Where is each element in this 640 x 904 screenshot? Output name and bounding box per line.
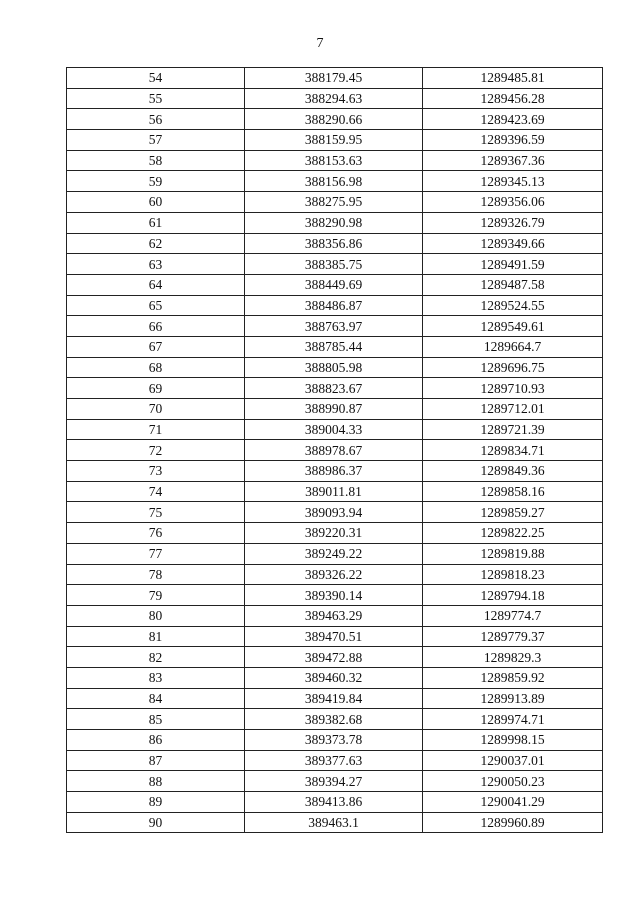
x-coordinate-cell: 389220.31 [245,523,423,544]
y-coordinate-cell: 1289345.13 [423,171,603,192]
x-coordinate-cell: 388385.75 [245,254,423,275]
table-row [67,419,603,440]
y-coordinate-cell: 1289485.81 [423,68,603,89]
y-coordinate-cell: 1289794.18 [423,585,603,606]
y-coordinate-cell: 1289829.3 [423,647,603,668]
x-coordinate-cell: 388290.66 [245,109,423,130]
table-row [67,750,603,771]
point-number-cell: 58 [67,150,245,171]
y-coordinate-cell: 1289779.37 [423,626,603,647]
x-coordinate-cell: 388763.97 [245,316,423,337]
table-row [67,316,603,337]
y-coordinate-cell: 1289822.25 [423,523,603,544]
y-coordinate-cell: 1289859.27 [423,502,603,523]
point-number-cell: 60 [67,192,245,213]
x-coordinate-cell: 389470.51 [245,626,423,647]
point-number-cell: 82 [67,647,245,668]
point-number-cell: 54 [67,68,245,89]
point-number-cell: 77 [67,543,245,564]
point-number-cell: 71 [67,419,245,440]
table-row [67,171,603,192]
table-row [67,564,603,585]
table-row [67,461,603,482]
y-coordinate-cell: 1289819.88 [423,543,603,564]
point-number-cell: 70 [67,399,245,420]
x-coordinate-cell: 389004.33 [245,419,423,440]
x-coordinate-cell: 388990.87 [245,399,423,420]
x-coordinate-cell: 388179.45 [245,68,423,89]
table-row [67,626,603,647]
y-coordinate-cell: 1289858.16 [423,481,603,502]
x-coordinate-cell: 388978.67 [245,440,423,461]
table-row [67,192,603,213]
y-coordinate-cell: 1289367.36 [423,150,603,171]
x-coordinate-cell: 389394.27 [245,771,423,792]
y-coordinate-cell: 1290050.23 [423,771,603,792]
x-coordinate-cell: 388156.98 [245,171,423,192]
y-coordinate-cell: 1290037.01 [423,750,603,771]
x-coordinate-cell: 388449.69 [245,274,423,295]
point-number-cell: 88 [67,771,245,792]
table-row [67,68,603,89]
y-coordinate-cell: 1289774.7 [423,605,603,626]
table-row [67,688,603,709]
table-row [67,233,603,254]
x-coordinate-cell: 388294.63 [245,88,423,109]
y-coordinate-cell: 1289487.58 [423,274,603,295]
point-number-cell: 83 [67,667,245,688]
y-coordinate-cell: 1289456.28 [423,88,603,109]
x-coordinate-cell: 389463.1 [245,812,423,833]
x-coordinate-cell: 389326.22 [245,564,423,585]
x-coordinate-cell: 388275.95 [245,192,423,213]
y-coordinate-cell: 1289356.06 [423,192,603,213]
y-coordinate-cell: 1289696.75 [423,357,603,378]
point-number-cell: 90 [67,812,245,833]
x-coordinate-cell: 389382.68 [245,709,423,730]
point-number-cell: 56 [67,109,245,130]
table-row [67,336,603,357]
point-number-cell: 69 [67,378,245,399]
x-coordinate-cell: 388805.98 [245,357,423,378]
table-row [67,543,603,564]
table-row [67,274,603,295]
x-coordinate-cell: 389390.14 [245,585,423,606]
point-number-cell: 66 [67,316,245,337]
point-number-cell: 84 [67,688,245,709]
table-row [67,585,603,606]
point-number-cell: 68 [67,357,245,378]
coordinates-table [66,67,603,833]
y-coordinate-cell: 1289818.23 [423,564,603,585]
y-coordinate-cell: 1289349.66 [423,233,603,254]
y-coordinate-cell: 1289960.89 [423,812,603,833]
x-coordinate-cell: 389419.84 [245,688,423,709]
table-row [67,812,603,833]
y-coordinate-cell: 1289524.55 [423,295,603,316]
point-number-cell: 62 [67,233,245,254]
y-coordinate-cell: 1289326.79 [423,212,603,233]
table-row [67,254,603,275]
point-number-cell: 72 [67,440,245,461]
table-row [67,130,603,151]
point-number-cell: 65 [67,295,245,316]
table-row [67,481,603,502]
y-coordinate-cell: 1289998.15 [423,730,603,751]
point-number-cell: 67 [67,336,245,357]
x-coordinate-cell: 389472.88 [245,647,423,668]
table-row [67,295,603,316]
y-coordinate-cell: 1289491.59 [423,254,603,275]
table-row [67,440,603,461]
y-coordinate-cell: 1289974.71 [423,709,603,730]
x-coordinate-cell: 389011.81 [245,481,423,502]
point-number-cell: 86 [67,730,245,751]
x-coordinate-cell: 389377.63 [245,750,423,771]
y-coordinate-cell: 1289710.93 [423,378,603,399]
table-row [67,399,603,420]
x-coordinate-cell: 388290.98 [245,212,423,233]
point-number-cell: 89 [67,792,245,813]
table-row [67,212,603,233]
y-coordinate-cell: 1289664.7 [423,336,603,357]
y-coordinate-cell: 1290041.29 [423,792,603,813]
point-number-cell: 55 [67,88,245,109]
point-number-cell: 63 [67,254,245,275]
table-row [67,150,603,171]
y-coordinate-cell: 1289834.71 [423,440,603,461]
table-row [67,709,603,730]
y-coordinate-cell: 1289849.36 [423,461,603,482]
x-coordinate-cell: 389373.78 [245,730,423,751]
table-row [67,667,603,688]
point-number-cell: 57 [67,130,245,151]
x-coordinate-cell: 388159.95 [245,130,423,151]
x-coordinate-cell: 388153.63 [245,150,423,171]
table-row [67,523,603,544]
y-coordinate-cell: 1289913.89 [423,688,603,709]
x-coordinate-cell: 389413.86 [245,792,423,813]
y-coordinate-cell: 1289859.92 [423,667,603,688]
point-number-cell: 76 [67,523,245,544]
table-row [67,771,603,792]
x-coordinate-cell: 388823.67 [245,378,423,399]
x-coordinate-cell: 389463.29 [245,605,423,626]
point-number-cell: 80 [67,605,245,626]
x-coordinate-cell: 388486.87 [245,295,423,316]
point-number-cell: 87 [67,750,245,771]
table-row [67,730,603,751]
point-number-cell: 78 [67,564,245,585]
page-number: 7 [316,36,324,51]
table-row [67,502,603,523]
point-number-cell: 61 [67,212,245,233]
table-row [67,357,603,378]
coordinates-table-body [67,68,603,833]
table-row [67,88,603,109]
table-row [67,378,603,399]
y-coordinate-cell: 1289721.39 [423,419,603,440]
x-coordinate-cell: 389460.32 [245,667,423,688]
x-coordinate-cell: 388785.44 [245,336,423,357]
point-number-cell: 74 [67,481,245,502]
table-row [67,792,603,813]
x-coordinate-cell: 388986.37 [245,461,423,482]
x-coordinate-cell: 389093.94 [245,502,423,523]
point-number-cell: 59 [67,171,245,192]
point-number-cell: 81 [67,626,245,647]
point-number-cell: 73 [67,461,245,482]
x-coordinate-cell: 388356.86 [245,233,423,254]
point-number-cell: 75 [67,502,245,523]
y-coordinate-cell: 1289549.61 [423,316,603,337]
table-row [67,647,603,668]
point-number-cell: 64 [67,274,245,295]
table-row [67,109,603,130]
y-coordinate-cell: 1289396.59 [423,130,603,151]
point-number-cell: 79 [67,585,245,606]
point-number-cell: 85 [67,709,245,730]
x-coordinate-cell: 389249.22 [245,543,423,564]
y-coordinate-cell: 1289712.01 [423,399,603,420]
table-row [67,605,603,626]
y-coordinate-cell: 1289423.69 [423,109,603,130]
